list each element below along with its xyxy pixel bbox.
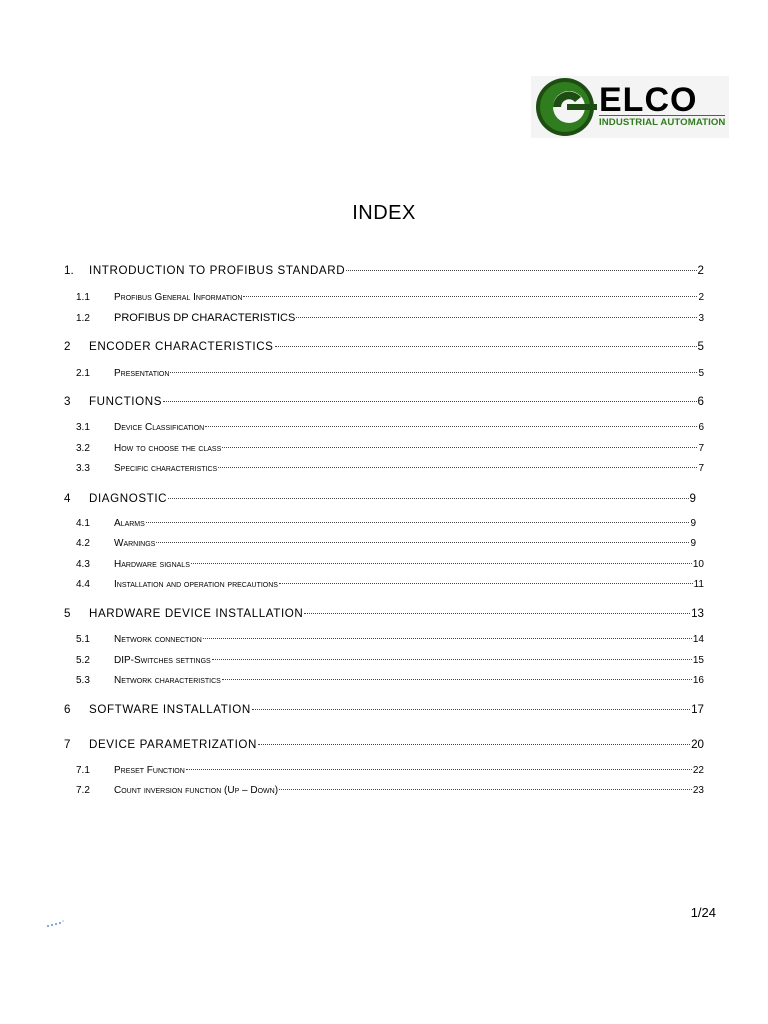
toc-label: Network characteristics: [114, 675, 221, 686]
toc-subsection[interactable]: [64, 559, 704, 573]
toc-subsection[interactable]: [64, 538, 696, 552]
toc-section[interactable]: [64, 340, 704, 354]
toc-leader-dots: [346, 270, 696, 271]
toc-page: 6: [698, 422, 704, 433]
toc-leader-dots: [218, 467, 697, 468]
toc-leader-dots: [275, 346, 697, 347]
toc-page: 20: [691, 738, 704, 751]
toc-page: 23: [692, 785, 704, 796]
toc-label: How to choose the class: [114, 443, 222, 454]
toc-subsection[interactable]: [64, 312, 704, 326]
toc-section[interactable]: [64, 703, 704, 717]
toc-page: 9: [690, 518, 696, 529]
page-number: 1/24: [690, 905, 716, 920]
toc-page: 11: [693, 579, 704, 590]
toc-page: 5: [698, 368, 704, 379]
toc-number: 3.3: [76, 463, 90, 474]
toc-page: 3: [698, 313, 704, 324]
toc-label: Presentation: [114, 368, 170, 379]
toc-subsection[interactable]: [64, 463, 704, 477]
toc-leader-dots: [252, 709, 690, 710]
toc-section[interactable]: [64, 492, 696, 506]
toc-number: 3: [64, 395, 71, 408]
toc-leader-dots: [203, 638, 692, 639]
toc-label: Count inversion function (Up – Down): [114, 785, 279, 796]
toc-number: 5: [64, 607, 71, 620]
toc-section[interactable]: [64, 738, 704, 752]
toc-label: PROFIBUS DP CHARACTERISTICS: [114, 312, 296, 324]
toc-number: 5.1: [76, 634, 90, 645]
toc-number: 4.2: [76, 538, 90, 549]
toc-number: 5.3: [76, 675, 90, 686]
toc-leader-dots: [170, 372, 697, 373]
toc-leader-dots: [279, 789, 692, 790]
toc-subsection[interactable]: [64, 634, 704, 648]
toc-page: 16: [692, 675, 704, 686]
toc-subsection[interactable]: [64, 368, 704, 382]
toc-label: DIAGNOSTIC: [89, 492, 168, 505]
toc-page: 2: [697, 264, 704, 277]
logo-wordmark: ELCO: [599, 81, 698, 119]
toc-number: 2.1: [76, 368, 90, 379]
toc-label: HARDWARE DEVICE INSTALLATION: [89, 607, 304, 620]
toc-number: 4.3: [76, 559, 90, 570]
toc-page: 6: [697, 395, 704, 408]
toc-leader-dots: [212, 659, 692, 660]
toc-number: 2: [64, 340, 71, 353]
toc-label: ENCODER CHARACTERISTICS: [89, 340, 274, 353]
toc-label: Warnings: [114, 538, 156, 549]
toc-section[interactable]: [64, 395, 704, 409]
toc-section[interactable]: [64, 264, 704, 278]
toc-number: 7.2: [76, 785, 90, 796]
toc-leader-dots: [186, 769, 692, 770]
toc-subsection[interactable]: [64, 579, 704, 593]
toc-label: INTRODUCTION TO PROFIBUS STANDARD: [89, 264, 346, 277]
toc-page: 14: [692, 634, 704, 645]
toc-leader-dots: [205, 426, 697, 427]
toc-leader-dots: [191, 563, 692, 564]
elco-logo-mark-icon: [531, 76, 597, 138]
toc-leader-dots: [258, 744, 690, 745]
toc-subsection[interactable]: [64, 765, 704, 779]
toc-page: 17: [691, 703, 704, 716]
toc-number: 4: [64, 492, 71, 505]
toc-label: DEVICE PARAMETRIZATION: [89, 738, 258, 751]
toc-page: 10: [692, 559, 704, 570]
toc-label: Profibus General Information: [114, 292, 243, 303]
toc-number: 1.1: [76, 292, 90, 303]
toc-number: 3.1: [76, 422, 90, 433]
toc-leader-dots: [222, 447, 697, 448]
toc-label: Installation and operation precautions: [114, 579, 278, 590]
toc-number: 1.: [64, 264, 74, 277]
toc-page: 15: [692, 655, 704, 666]
toc-subsection[interactable]: [64, 422, 704, 436]
toc-label: Hardware signals: [114, 559, 190, 570]
toc-leader-dots: [156, 542, 689, 543]
toc-label: SOFTWARE INSTALLATION: [89, 703, 251, 716]
toc-subsection[interactable]: [64, 675, 704, 689]
toc-label: Specific characteristics: [114, 463, 218, 474]
page-title: INDEX: [352, 202, 416, 224]
toc-subsection[interactable]: [64, 655, 704, 669]
toc-number: 1.2: [76, 313, 90, 324]
toc-label: DIP-Switches settings: [114, 655, 211, 666]
toc-number: 5.2: [76, 655, 90, 666]
toc-label: Network connection: [114, 634, 202, 645]
toc-leader-dots: [222, 679, 692, 680]
toc-subsection[interactable]: [64, 785, 704, 799]
logo-subtitle: INDUSTRIAL AUTOMATION: [599, 117, 726, 128]
toc-number: 4.4: [76, 579, 90, 590]
toc-leader-dots: [243, 296, 697, 297]
toc-section[interactable]: [64, 607, 704, 621]
toc-leader-dots: [279, 583, 693, 584]
toc-leader-dots: [163, 401, 697, 402]
toc-page: 9: [689, 492, 696, 505]
toc-label: Alarms: [114, 518, 145, 529]
toc-leader-dots: [168, 498, 688, 499]
toc-label: FUNCTIONS: [89, 395, 163, 408]
toc-subsection[interactable]: [64, 443, 704, 457]
toc-number: 7: [64, 738, 71, 751]
toc-leader-dots: [296, 317, 697, 318]
toc-subsection[interactable]: [64, 518, 696, 532]
toc-page: 2: [698, 292, 704, 303]
toc-page: 13: [691, 607, 704, 620]
toc-page: 7: [698, 443, 704, 454]
toc-number: 4.1: [76, 518, 90, 529]
toc-label: Preset Function: [114, 765, 185, 776]
toc-page: 22: [692, 765, 704, 776]
elco-logo: [531, 76, 729, 138]
toc-leader-dots: [304, 613, 690, 614]
toc-number: 6: [64, 703, 71, 716]
toc-number: 3.2: [76, 443, 90, 454]
toc-page: 5: [697, 340, 704, 353]
toc-page: 7: [698, 463, 704, 474]
toc-page: 9: [690, 538, 696, 549]
toc-subsection[interactable]: [64, 292, 704, 306]
toc-leader-dots: [146, 522, 690, 523]
toc-number: 7.1: [76, 765, 90, 776]
toc-label: Device Classification: [114, 422, 205, 433]
corner-mark-icon: [46, 919, 66, 929]
